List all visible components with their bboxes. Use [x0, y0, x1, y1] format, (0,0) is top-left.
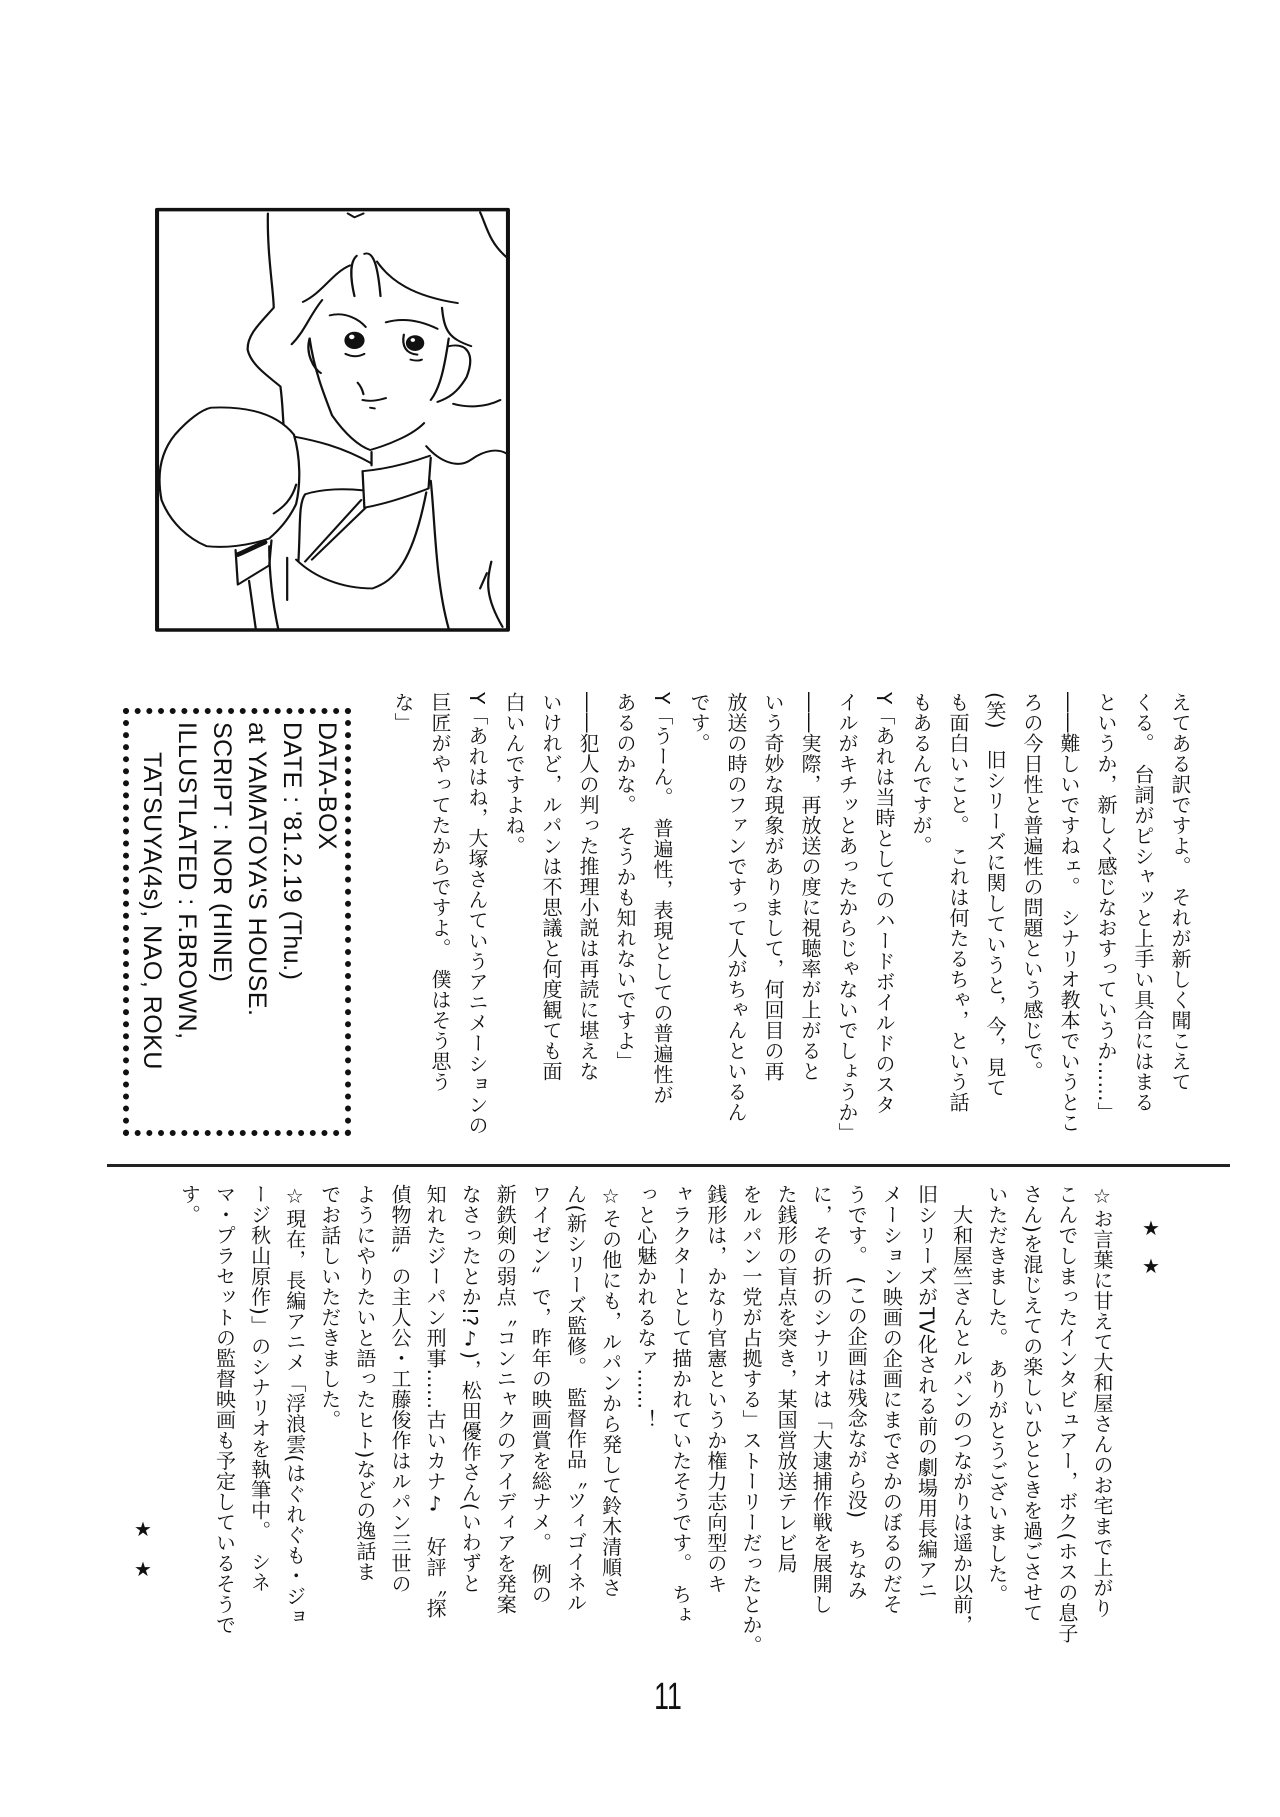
illustration-woman-with-ball	[0, 100, 700, 700]
text-column: マ・プラセットの監督映画も予定しているそうで	[212, 1184, 237, 1635]
text-column: こんでしまったインタビュアー，ボク(ホスの息子	[1054, 1184, 1079, 1644]
text-column: というか，新しく感じなおすっていうか……」	[1094, 692, 1118, 1123]
text-column: イルがキチッとあったからじゃないでしょうか」	[835, 692, 859, 1143]
text-column: ☆お言葉に甘えて大和屋さんのお宅まで上がり	[1090, 1184, 1114, 1619]
text-column: (笑) 旧シリーズに関していうと，今，見て	[983, 692, 1007, 1099]
text-column: っと心魅かれるなァ……！	[633, 1184, 658, 1430]
text-column: 放送の時のファンですって人がちゃんといるん	[724, 692, 748, 1123]
text-column: に，その折のシナリオは「大逮捕作戦を展開し	[809, 1184, 834, 1615]
text-column: あるのかな。 そうかも知れないですよ」	[613, 692, 637, 1072]
text-column: 新鉄剣の弱点〝コンニャクのアイディアを発案	[493, 1184, 518, 1615]
text-column: ――難しいですねェ。 シナリオ教本でいうとこ	[1057, 692, 1081, 1133]
text-column: 銭形は，かなり官憲というか権力志向型のキ	[703, 1184, 728, 1594]
text-column: メーション映画の企画にまでさかのぼるのだそ	[879, 1184, 904, 1615]
text-column: 白いんですよね。	[502, 692, 526, 856]
text-column: ろの今日性と普遍性の問題という感じで。	[1020, 692, 1044, 1082]
text-column: ☆その他にも，ルパンから発して鈴木清順さ	[598, 1184, 623, 1598]
text-column: 巨匠がやってたからですよ。 僕はそう思う	[428, 692, 452, 1092]
text-column: いただきました。 ありがとうございました。	[984, 1184, 1009, 1605]
text-column: さん)を混じえての楽しいひとときを過ごさせて	[1019, 1184, 1044, 1623]
star-ornament: ★	[1142, 1216, 1160, 1240]
text-column: くる。 台詞がピシャッと上手い具合にはまる	[1131, 692, 1155, 1113]
text-column: Y「うーん。 普遍性，表現としての普遍性が	[650, 692, 674, 1105]
text-column: ージ秋山原作)」のシナリオを執筆中。 シネ	[247, 1184, 272, 1593]
text-column: です。	[687, 692, 711, 754]
data-box-line: SCRIPT : NOR (HINE)	[208, 722, 236, 983]
text-column: ようにやりたいと語ったヒト)などの逸話ま	[352, 1184, 377, 1582]
ball	[159, 407, 299, 584]
text-column: でお話しいただきました。	[317, 1184, 342, 1430]
face	[308, 314, 470, 450]
text-column: いけれど，ルパンは不思議と何度観ても面	[539, 692, 563, 1082]
data-box-title: DATA-BOX	[313, 722, 341, 851]
text-column: す。	[177, 1184, 202, 1225]
text-column: ワイゼン〟で，昨年の映画賞を総ナメ。 例の	[528, 1184, 553, 1605]
data-box-line: TATSUYA(4s), NAO, ROKU	[138, 752, 166, 1070]
text-column: た銭形の盲点を突き，某国営放送テレビ局	[774, 1184, 799, 1574]
star-ornament: ★	[134, 1557, 152, 1581]
text-column: いう奇妙な現象がありまして，何回目の再	[761, 692, 785, 1082]
data-box-line: ILLUSTLATED : F.BROWN,	[173, 722, 201, 1040]
text-column: をルパン一党が占拠する」ストーリーだったとか。	[739, 1184, 763, 1656]
star-ornament: ★	[134, 1517, 152, 1541]
text-column: もあるんですが。	[909, 692, 933, 856]
text-column: ん(新シリーズ監修。 監督作品〝ツィゴイネル	[563, 1184, 588, 1613]
text-column: うです。 (この企画は残念ながら没) ちなみ	[844, 1184, 869, 1601]
text-column: Y「あれはね，大塚さんていうアニメーションの	[465, 692, 489, 1136]
text-column: 旧シリーズがTV化される前の劇場用長編アニ	[914, 1184, 939, 1601]
text-column: ――実際，再放送の度に視聴率が上がると	[798, 692, 822, 1082]
page-number: 11	[654, 1676, 682, 1718]
text-column: えてある訳ですよ。 それが新しく聞こえて	[1168, 692, 1192, 1092]
text-column: ☆現在，長編アニメ「浮浪雲(はぐれぐも・ジョ	[282, 1184, 307, 1627]
text-column: 大和屋竺さんとルパンのつながりは遥か以前，	[949, 1184, 974, 1635]
section-divider	[107, 1164, 1230, 1167]
text-column: なさったとか!?♪)，松田優作さん(いわずと	[458, 1184, 483, 1594]
text-column: Y「あれは当時としてのハードボイルドのスタ	[872, 692, 896, 1115]
text-column: ――犯人の判った推理小説は再読に堪えな	[576, 692, 600, 1082]
text-column: 知れたジーパン刑事……古いカナ♪ 好評〝探	[423, 1184, 448, 1619]
text-column: ャラクターとして描かれていたそうです。 ちょ	[668, 1184, 693, 1625]
star-ornament: ★	[1142, 1254, 1160, 1278]
text-column: な」	[391, 692, 415, 733]
data-box-line: at YAMATOYA'S HOUSE.	[243, 722, 271, 1017]
text-column: 偵物語〟の主人公・工藤俊作はルパン三世の	[388, 1184, 412, 1594]
text-column: も面白いこと。 これは何たるちゃ，という話	[946, 692, 970, 1113]
data-box-line: DATE : '81.2.19 (Thu.)	[278, 722, 306, 981]
